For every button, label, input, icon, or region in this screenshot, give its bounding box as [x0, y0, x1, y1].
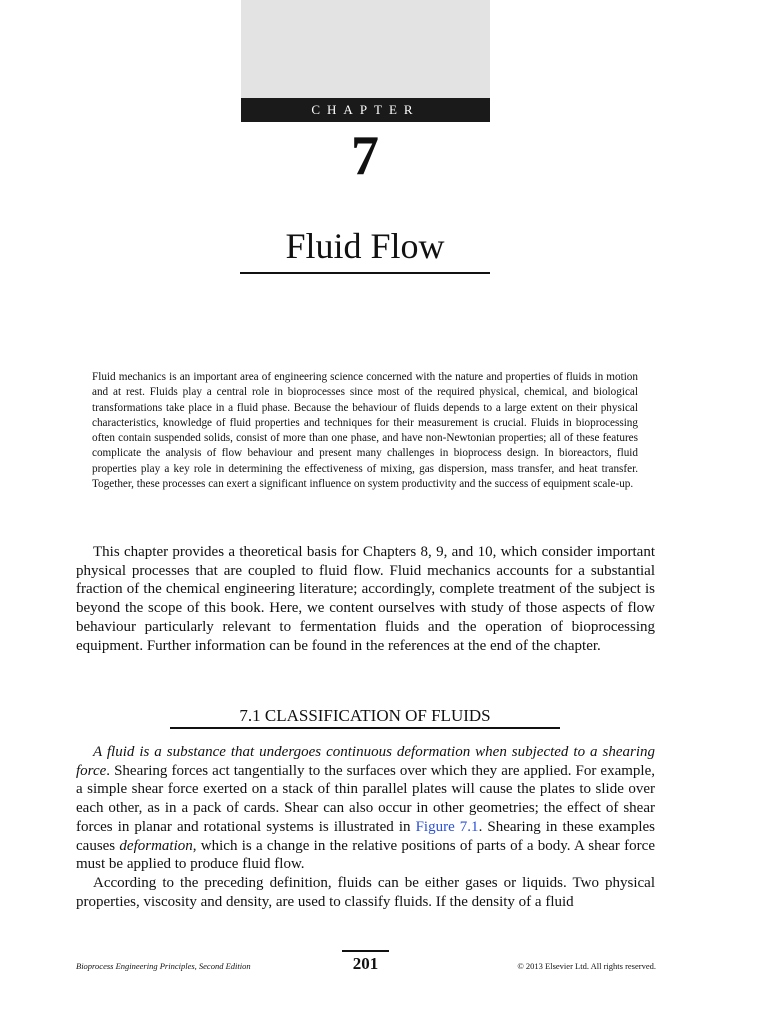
section-underline: [170, 727, 560, 729]
header-grey-panel: [241, 0, 490, 98]
paragraph-text: . Shearing forces act tangentially to the surfaces over which they are applied. For example, a simple shear force exerted on a stack of thin parallel plates will cause the plates to slide over each other, as in a pack of cards. Shear can also occur in other geometries; the effect of shear forces in planar and rotational systems is illustrated in: [76, 762, 655, 835]
chapter-number: 7: [351, 125, 379, 187]
section-heading: 7.1 CLASSIFICATION OF FLUIDS: [239, 706, 491, 725]
figure-link[interactable]: Figure 7.1: [415, 818, 479, 835]
page-number-rule: [342, 950, 389, 952]
intro-paragraph: This chapter provides a theoretical basis for Chapters 8, 9, and 10, which consider important physical processes that are coupled to fluid flow. Fluid mechanics accounts for a substantial fraction of the chemical engineering literature; accordingly, complete treatment of the subject is beyond the scope of this book. Here, we content ourselves with study of those aspects of flow behaviour particularly relevant to fermentation fluids and the operation of bioprocessing equipment. Further information can be found in the references at the end of the chapter.: [76, 544, 655, 654]
section-paragraph-1: [76, 743, 655, 874]
title-underline: [240, 272, 490, 274]
term-deformation: deformation: [119, 837, 193, 854]
paragraph-text: . Shearing in these examples causes: [76, 818, 655, 854]
book-title: Bioprocess Engineering Principles, Second Edition: [76, 961, 251, 971]
chapter-title: Fluid Flow: [285, 226, 445, 266]
definition-text: A fluid is a substance that undergoes continuous deformation when subjected to a shearing force: [76, 744, 655, 779]
chapter-label: CHAPTER: [241, 98, 490, 122]
copyright-notice: © 2013 Elsevier Ltd. All rights reserved.: [517, 961, 656, 971]
section-paragraph-2: According to the preceding definition, fluids can be either gases or liquids. Two physical properties, viscosity and density, are used to classify fluids. If the density of a fluid: [76, 875, 655, 910]
chapter-abstract: Fluid mechanics is an important area of engineering science concerned with the nature and properties of fluids in motion and at rest. Fluids play a central role in bioprocesses since most of the required physical, chemical, and biological transformations take place in a fluid phase. Because the behaviour of fluids depends to a large extent on their physical characteristics, knowledge of fluid properties and techniques for their measurement is crucial. Fluids in bioprocessing often contain suspended solids, consist of more than one phase, and have non-Newtonian properties; all of these features complicate the analysis of flow behaviour and present many challenges in bioprocess design. In bioreactors, fluid properties play a key role in determining the effectiveness of mixing, gas dispersion, mass transfer, and heat transfer. Together, these processes can exert a significant influence on system productivity and the success of equipment scale-up.: [92, 371, 638, 491]
page-number: 201: [352, 954, 379, 973]
paragraph-text: , which is a change in the relative positions of parts of a body. A shear force must be applied to produce fluid flow.: [76, 837, 655, 873]
